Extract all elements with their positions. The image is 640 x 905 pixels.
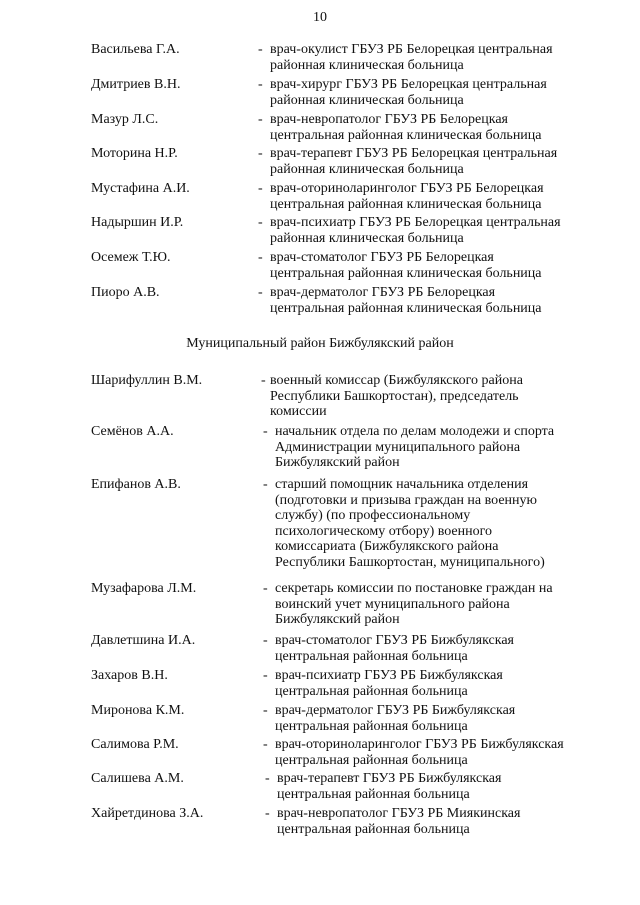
- person-name: Давлетшина И.А.: [91, 633, 196, 648]
- person-position: врач-оториноларинголог ГБУЗ РБ Белорецкая центральная районная клиническая больница: [270, 181, 544, 212]
- person-position: секретарь комиссии по постановке граждан на воинский учет муниципального района Бижбулякский район: [275, 581, 553, 627]
- person-position: военный комиссар (Бижбулякского района Республики Башкортостан), председатель комиссии: [270, 373, 523, 419]
- dash: -: [258, 112, 263, 127]
- dash: -: [263, 424, 268, 439]
- person-position: начальник отдела по делам молодежи и спорта Администрации муниципального района Бижбулякский район: [275, 424, 555, 470]
- person-name: Захаров В.Н.: [91, 668, 168, 683]
- dash: -: [263, 703, 268, 718]
- dash: -: [265, 771, 270, 786]
- dash: -: [258, 181, 263, 196]
- dash: -: [258, 77, 263, 92]
- section-heading: Муниципальный район Бижбулякский район: [186, 336, 454, 351]
- person-name: Миронова К.М.: [91, 703, 185, 718]
- dash: -: [258, 250, 263, 265]
- person-name: Мустафина А.И.: [91, 181, 190, 196]
- person-position: врач-стоматолог ГБУЗ РБ Бижбулякская центральная районная больница: [275, 633, 514, 664]
- dash: -: [258, 42, 263, 57]
- person-position: врач-психиатр ГБУЗ РБ Белорецкая центральная районная клиническая больница: [270, 215, 561, 246]
- person-position: врач-хирург ГБУЗ РБ Белорецкая центральная районная клиническая больница: [270, 77, 547, 108]
- person-name: Пиоро А.В.: [91, 285, 160, 300]
- person-name: Моторина Н.Р.: [91, 146, 178, 161]
- dash: -: [263, 737, 268, 752]
- person-position: врач-окулист ГБУЗ РБ Белорецкая центральная районная клиническая больница: [270, 42, 553, 73]
- person-position: врач-оториноларинголог ГБУЗ РБ Бижбулякская центральная районная больница: [275, 737, 564, 768]
- person-name: Васильева Г.А.: [91, 42, 180, 57]
- dash: -: [258, 146, 263, 161]
- dash: -: [265, 806, 270, 821]
- person-name: Музафарова Л.М.: [91, 581, 197, 596]
- person-name: Епифанов А.В.: [91, 477, 181, 492]
- person-position: врач-терапевт ГБУЗ РБ Бижбулякская центральная районная больница: [277, 771, 502, 802]
- dash: -: [263, 668, 268, 683]
- person-name: Шарифуллин В.М.: [91, 373, 203, 388]
- dash: -: [263, 633, 268, 648]
- person-position: врач-терапевт ГБУЗ РБ Белорецкая центральная районная клиническая больница: [270, 146, 558, 177]
- person-name: Осемеж Т.Ю.: [91, 250, 171, 265]
- dash: -: [263, 581, 268, 596]
- person-position: старший помощник начальника отделения (подготовки и призыва граждан на военную службу) (по профессиональному психологическому отбору) военного комиссариата (Бижбулякского района Республики Башкортостан, муниципального): [275, 477, 545, 570]
- person-position: врач-психиатр ГБУЗ РБ Бижбулякская центральная районная больница: [275, 668, 503, 699]
- person-position: врач-дерматолог ГБУЗ РБ Белорецкая центральная районная клиническая больница: [270, 285, 542, 316]
- dash: -: [263, 477, 268, 492]
- person-name: Салимова Р.М.: [91, 737, 179, 752]
- dash: -: [258, 285, 263, 300]
- person-name: Хайретдинова З.А.: [91, 806, 204, 821]
- person-position: врач-невропатолог ГБУЗ РБ Миякинская центральная районная больница: [277, 806, 521, 837]
- person-position: врач-стоматолог ГБУЗ РБ Белорецкая центральная районная клиническая больница: [270, 250, 542, 281]
- person-name: Семёнов А.А.: [91, 424, 174, 439]
- dash: -: [261, 373, 266, 388]
- person-name: Мазур Л.С.: [91, 112, 159, 127]
- page-number: 10: [313, 10, 327, 25]
- person-position: врач-невропатолог ГБУЗ РБ Белорецкая центральная районная клиническая больница: [270, 112, 542, 143]
- dash: -: [258, 215, 263, 230]
- person-position: врач-дерматолог ГБУЗ РБ Бижбулякская центральная районная больница: [275, 703, 516, 734]
- person-name: Дмитриев В.Н.: [91, 77, 181, 92]
- person-name: Салишева А.М.: [91, 771, 184, 786]
- person-name: Надыршин И.Р.: [91, 215, 184, 230]
